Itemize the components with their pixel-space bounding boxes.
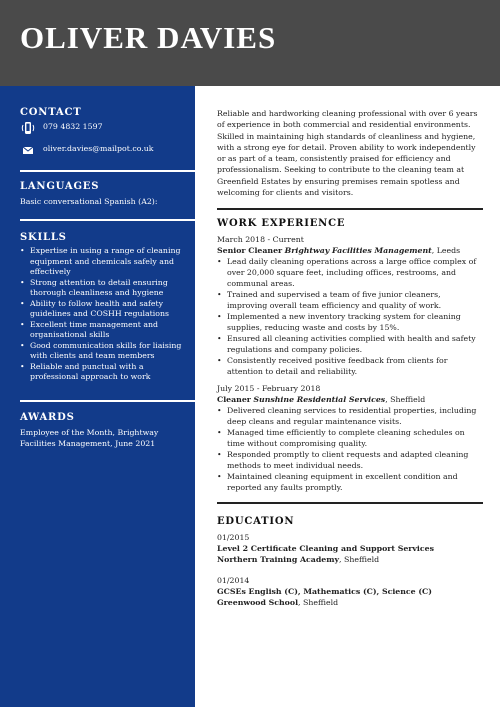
job-location: , Sheffield [385, 395, 426, 404]
job-location: , Leeds [431, 246, 461, 255]
list-item: • Strong attention to detail ensuring thorough cleanliness and hygiene [20, 278, 185, 299]
education-title: EDUCATION [217, 516, 295, 527]
skills-divider [20, 400, 195, 402]
experience-title: WORK EXPERIENCE [217, 218, 346, 229]
list-item: • Delivered cleaning services to residential properties, including deep cleans and regular maintenance visits. [217, 405, 483, 427]
contact-divider [20, 170, 195, 172]
list-item: • Trained and supervised a team of five junior cleaners, improving overall team efficiency and quality of work. [217, 289, 483, 311]
list-item: • Ensured all cleaning activities complied with health and safety regulations and company policies. [217, 333, 483, 355]
list-item: • Consistently received positive feedback from clients for attention to detail and reliability. [217, 355, 483, 377]
job-entry [217, 383, 483, 493]
education-date: 01/2015 [217, 533, 250, 542]
education-qualification: GCSEs English (C), Mathematics (C), Science (C) [217, 587, 432, 596]
education-location: , Sheffield [339, 555, 380, 564]
job-role: Senior Cleaner [217, 246, 283, 255]
education-entry [217, 532, 483, 565]
languages-divider [20, 219, 195, 221]
phone-number[interactable]: 079 4832 1597 [43, 122, 103, 131]
job-company: Sunshine Residential Services [253, 395, 386, 404]
job-dates: March 2018 - Current [217, 235, 304, 244]
education-qualification: Level 2 Certificate Cleaning and Support Services [217, 544, 434, 553]
education-school: Northern Training Academy [217, 555, 340, 564]
list-item: • Maintained cleaning equipment in excellent condition and reported any faults promptly. [217, 471, 483, 493]
job-dates: July 2015 - February 2018 [217, 384, 321, 393]
job-entry [217, 234, 483, 377]
sidebar [0, 86, 195, 707]
list-item: • Responded promptly to client requests and adapted cleaning methods to meet individual needs. [217, 449, 483, 471]
job-company: Brightway Facilities Management [284, 246, 432, 255]
education-school: Greenwood School [217, 598, 299, 607]
education-entry [217, 575, 483, 608]
header-bar [0, 0, 500, 86]
email-address[interactable]: oliver.davies@mailpot.co.uk [43, 144, 154, 153]
phone-row [20, 120, 195, 134]
list-item: • Implemented a new inventory tracking system for cleaning supplies, reducing waste and costs by 15%. [217, 311, 483, 333]
candidate-name: OLIVER DAVIES [20, 20, 277, 55]
list-item: • Managed time efficiently to complete cleaning schedules on time without compromising quality. [217, 427, 483, 449]
languages-title: LANGUAGES [20, 181, 100, 192]
education-location: , Sheffield [298, 598, 339, 607]
list-item: • Lead daily cleaning operations across a large office complex of over 20,000 square feet, including offices, restrooms, and communal areas. [217, 256, 483, 289]
list-item: • Good communication skills for liaising with clients and team members [20, 341, 185, 362]
languages-text: Basic conversational Spanish (A2): [20, 197, 158, 206]
list-item: • Reliable and punctual with a professional approach to work [20, 362, 185, 383]
list-item: • Ability to follow health and safety guidelines and COSHH regulations [20, 299, 185, 320]
summary-divider [217, 208, 483, 210]
contact-title: CONTACT [20, 107, 82, 118]
job-role-line [217, 245, 483, 256]
job-role-line [217, 394, 483, 405]
skills-title: SKILLS [20, 232, 67, 243]
job-bullets [217, 405, 483, 493]
list-item: • Expertise in using a range of cleaning equipment and chemicals safely and effectively [20, 246, 185, 278]
phone-icon [20, 120, 36, 134]
awards-title: AWARDS [20, 412, 75, 423]
profile-summary: Reliable and hardworking cleaning professional with over 6 years of experience in both commercial and residential environments. Skilled in maintaining high standards of cleanliness and hygiene, with a strong eye for detail. Proven ability to work independently or as part of a team, consistently praised for efficiency and professionalism. Seeking to contribute to the cleaning team at Greenfield Estates by ensuring premises remain spotless and welcoming for clients and visitors. [217, 109, 478, 198]
job-role: Cleaner [217, 395, 251, 404]
skills-list [20, 246, 185, 383]
envelope-icon [20, 142, 36, 156]
experience-divider [217, 502, 483, 504]
awards-text: Employee of the Month, Brightway Facilities Management, June 2021 [20, 428, 159, 448]
job-bullets [217, 256, 483, 377]
list-item: • Excellent time management and organisational skills [20, 320, 185, 341]
education-date: 01/2014 [217, 576, 250, 585]
email-row [20, 142, 195, 156]
